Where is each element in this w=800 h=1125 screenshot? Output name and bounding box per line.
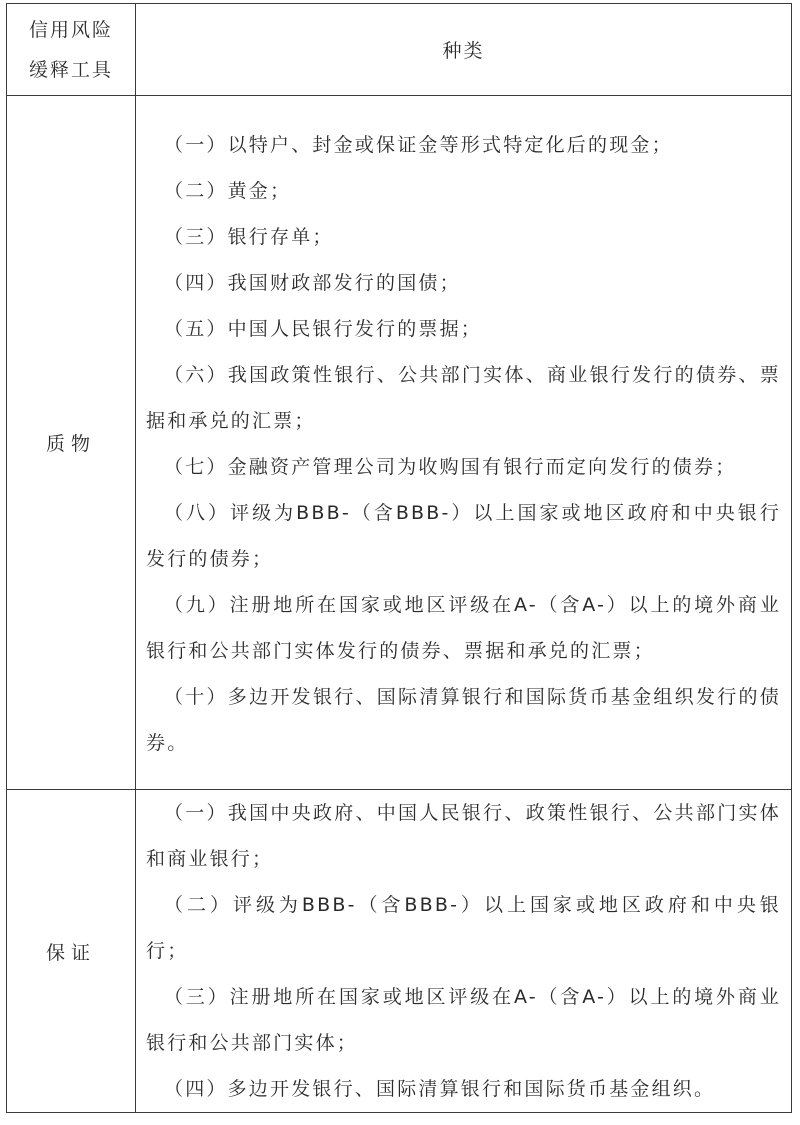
section-row-zhiwu	[7, 96, 792, 790]
header-left-cell	[7, 4, 136, 96]
section-items-list	[136, 120, 791, 766]
list-item: （五）中国人民银行发行的票据；	[164, 317, 483, 340]
list-item: （二）评级为BBB-（含BBB-）以上国家或地区政府和中央银行；	[146, 894, 781, 962]
section-items-cell	[136, 790, 792, 1113]
list-item: （一）以特户、封金或保证金等形式特定化后的现金；	[164, 133, 673, 156]
mitigation-table	[6, 3, 792, 1113]
list-item: （十）多边开发银行、国际清算银行和国际货币基金组织发行的债券。	[146, 685, 781, 754]
section-label-cell	[7, 96, 136, 790]
list-item: （八）评级为BBB-（含BBB-）以上国家或地区政府和中央银行发行的债券；	[146, 501, 781, 570]
list-item: （四）多边开发银行、国际清算银行和国际货币基金组织。	[164, 1078, 716, 1100]
header-right-label: 种类	[442, 40, 485, 62]
list-item: （一）我国中央政府、中国人民银行、政策性银行、公共部门实体和商业银行；	[146, 802, 781, 870]
section-label: 质物	[45, 433, 96, 455]
section-label-cell	[7, 790, 136, 1113]
list-item: （六）我国政策性银行、公共部门实体、商业银行发行的债券、票据和承兑的汇票；	[146, 363, 781, 432]
header-left-label	[7, 10, 135, 90]
header-left-line2: 缓释工具	[28, 58, 113, 81]
header-left-line1: 信用风险	[28, 18, 113, 41]
header-row	[7, 4, 792, 96]
list-item: （三）注册地所在国家或地区评级在A-（含A-）以上的境外商业银行和公共部门实体；	[146, 986, 781, 1054]
list-item: （二）黄金；	[164, 179, 292, 202]
list-item: （七）金融资产管理公司为收购国有银行而定向发行的债券；	[164, 455, 737, 478]
section-label: 保证	[45, 941, 96, 964]
section-items-list	[136, 790, 791, 1112]
list-item: （四）我国财政部发行的国债；	[164, 271, 461, 294]
section-items-cell	[136, 96, 792, 790]
header-right-cell	[136, 4, 792, 96]
list-item: （三）银行存单；	[164, 225, 334, 248]
list-item: （九）注册地所在国家或地区评级在A-（含A-）以上的境外商业银行和公共部门实体发行的债券、票据和承兑的汇票；	[146, 593, 781, 662]
section-row-baozheng	[7, 790, 792, 1113]
